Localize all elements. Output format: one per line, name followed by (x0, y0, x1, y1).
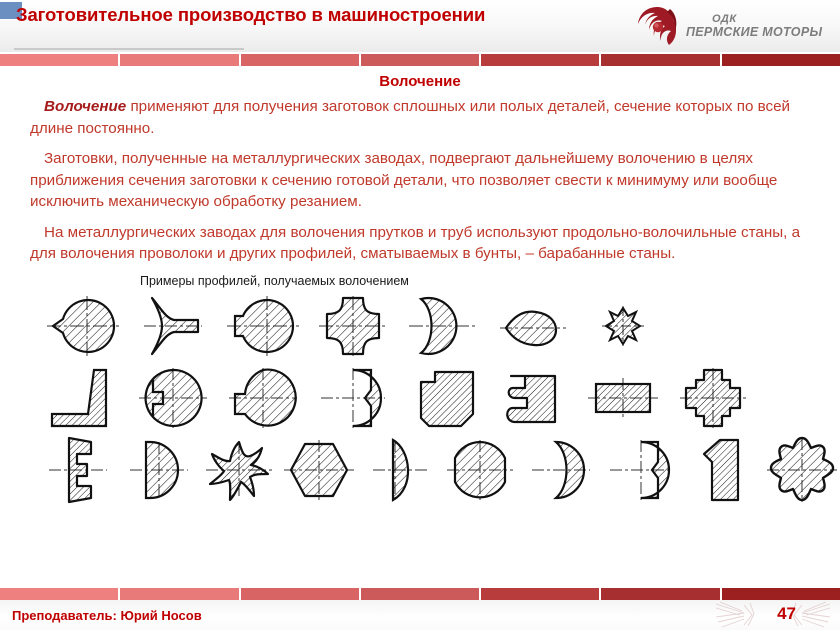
profile-hexagon (281, 434, 357, 506)
color-strip-segment-1 (0, 588, 118, 600)
color-strip-segment-1 (0, 54, 118, 66)
company-logo (636, 4, 836, 48)
figure-row-1 (40, 290, 840, 362)
header-color-strip (0, 54, 840, 66)
color-strip-segment-5 (479, 54, 599, 66)
profile-chamfered-block (400, 362, 486, 434)
page-title: Заготовительное производство в машиностроении (16, 4, 486, 25)
profile-rectangular-bar (580, 362, 666, 434)
profile-circle-with-tail (40, 290, 126, 362)
profile-small-star (580, 290, 666, 362)
paragraph-1-lead: Волочение (44, 98, 127, 115)
paragraph-1 (0, 96, 840, 139)
color-strip-segment-7 (720, 54, 840, 66)
profile-circle-notched (603, 434, 679, 506)
header-underline (14, 48, 244, 50)
page-number: 47 (777, 604, 796, 623)
logo-line-1: ОДК (712, 12, 737, 25)
logo-line-2: ПЕРМСКИЕ МОТОРЫ (686, 25, 823, 40)
profile-circle-step-left (220, 362, 306, 434)
section-title: Волочение (379, 73, 461, 90)
profile-six-point-star (201, 434, 277, 506)
profile-three-lobe (130, 290, 216, 362)
profile-c-bracket (40, 434, 116, 506)
figure-caption: Примеры профилей, получаемых волочением (140, 273, 409, 288)
slide-content (0, 70, 840, 588)
profile-angle-l (40, 362, 126, 434)
color-strip-segment-5 (479, 588, 599, 600)
profile-teardrop (490, 290, 576, 362)
color-strip-segment-2 (118, 588, 238, 600)
profile-circle-flat-right (310, 362, 396, 434)
profile-numeral-block (683, 434, 759, 506)
slide-header (0, 0, 840, 52)
figure-row-3 (40, 434, 840, 506)
odk-swirl-logo-icon (636, 5, 678, 47)
color-strip-segment-2 (118, 54, 238, 66)
paragraph-1-text: применяют для получения заготовок сплошных или полых деталей, сечение которых по всей длине постоянно. (30, 98, 791, 137)
logo-wordmark (686, 13, 822, 39)
profile-circle-flat-sides (442, 434, 518, 506)
color-strip-segment-6 (599, 54, 719, 66)
color-strip-segment-4 (359, 54, 479, 66)
profile-examples-figure (0, 290, 840, 520)
color-strip-segment-4 (359, 588, 479, 600)
profile-circle-slot-left (130, 362, 216, 434)
profile-gear (764, 434, 840, 506)
paragraph-2: Заготовки, полученные на металлургических заводах, подвергают дальнейшему волочению в целях приближения сечения заготовки к сечению готовой детали, что позволяет свести к минимуму или вообще исключить механическую обработку резанием. (30, 150, 778, 210)
page-number-decoration-icon (714, 600, 832, 630)
profile-four-lobe (310, 290, 396, 362)
profile-hook-block (490, 362, 576, 434)
instructor-label: Преподаватель: Юрий Носов (12, 607, 202, 623)
slide-footer (0, 600, 840, 630)
profile-lens (362, 434, 438, 506)
paragraph-3: На металлургических заводах для волочения прутков и труб используют продольно-волочильные станы, а для волочения проволоки и других профилей, сматываемых в бунты, – барабанные станы. (30, 223, 801, 262)
profile-circle-keyed (220, 290, 306, 362)
color-strip-segment-3 (239, 588, 359, 600)
profile-cross (670, 362, 756, 434)
profile-half-disc (120, 434, 196, 506)
color-strip-segment-7 (720, 588, 840, 600)
color-strip-segment-6 (599, 588, 719, 600)
figure-row-2 (40, 362, 840, 434)
profile-crescent-2 (522, 434, 598, 506)
footer-color-strip (0, 588, 840, 600)
color-strip-segment-3 (239, 54, 359, 66)
profile-crescent (400, 290, 486, 362)
